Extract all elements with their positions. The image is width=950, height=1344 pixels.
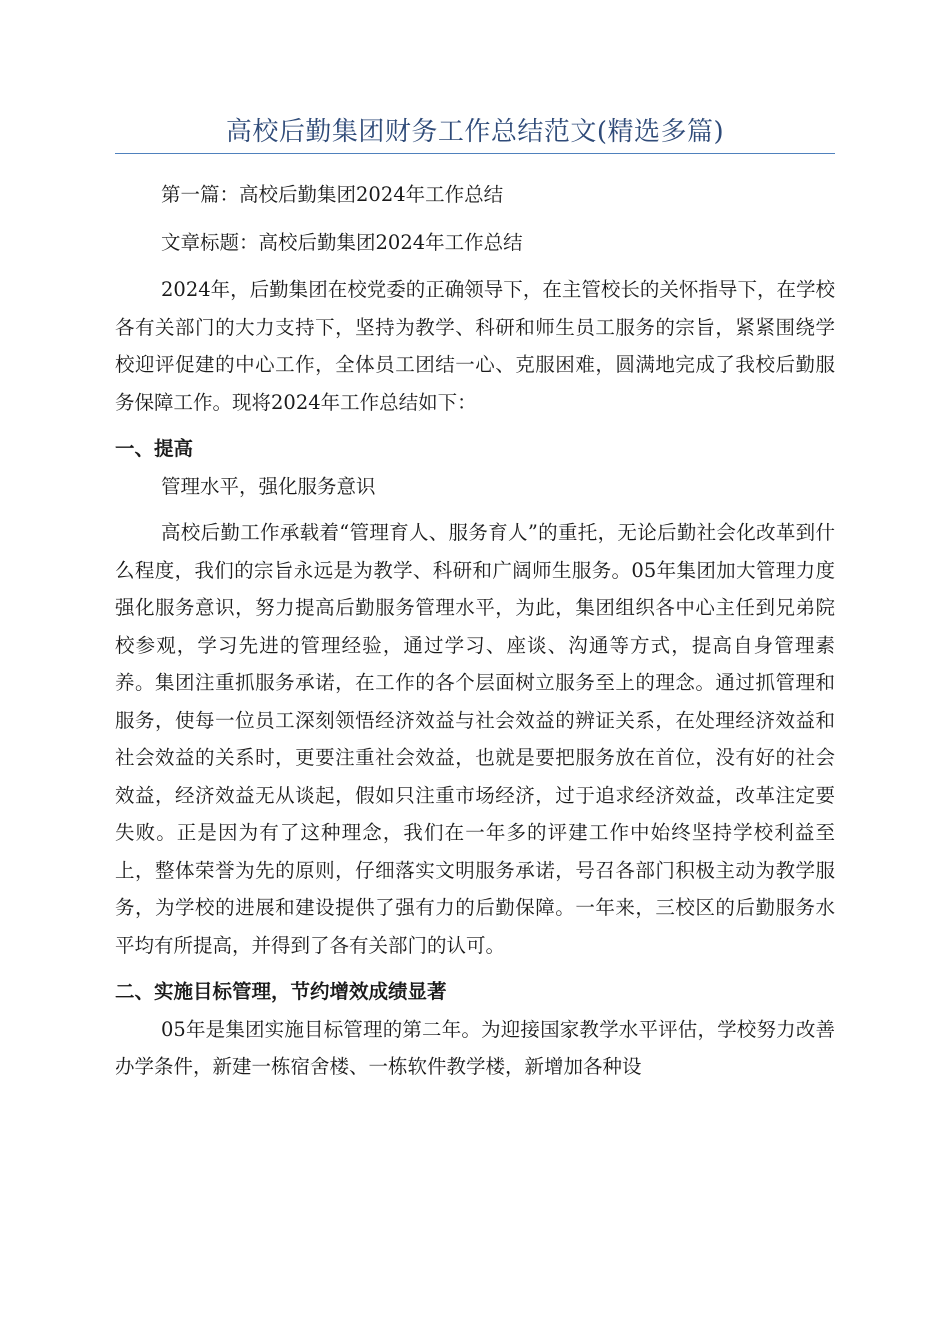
section-2-paragraph: 05年是集团实施目标管理的第二年。为迎接国家教学水平评估，学校努力改善办学条件，新建一栋宿舍楼、一栋软件教学楼，新增加各种设 <box>115 1017 835 1078</box>
section-heading-2: 二、实施目标管理，节约增效成绩显著 <box>115 980 447 1003</box>
document-title: 高校后勤集团财务工作总结范文(精选多篇) <box>225 117 725 147</box>
article-title-line: 文章标题：高校后勤集团2024年工作总结 <box>161 230 523 254</box>
intro-paragraph: 2024年，后勤集团在校党委的正确领导下，在主管校长的关怀指导下，在学校各有关部门的大力支持下，坚持为教学、科研和师生员工服务的宗旨，紧紧围绕学校迎评促建的中心工作，全体员工团结一心、克服困难，圆满地完成了我校后勤服务保障工作。现将2024年工作总结如下： <box>115 278 835 414</box>
section-heading-1: 一、提高 <box>115 437 194 460</box>
title-underline <box>115 153 835 154</box>
section-1-paragraph: 高校后勤工作承载着“管理育人、服务育人”的重托，无论后勤社会化改革到什么程度，我们的宗旨永远是为教学、科研和广阔师生服务。05年集团加大管理力度强化服务意识，努力提高后勤服务管理水平，为此，集团组织各中心主任到兄弟院校参观，学习先进的管理经验，通过学习、座谈、沟通等方式，提高自身管理素养。集团注重抓服务承诺，在工作的各个层面树立服务至上的理念。通过抓管理和服务，使每一位员工深刻领悟经济效益与社会效益的辨证关系，在处理经济效益和社会效益的关系时，更要注重社会效益，也就是要把服务放在首位，没有好的社会效益，经济效益无从谈起，假如只注重市场经济，过于追求经济效益，改革注定要失败。正是因为有了这种理念，我们在一年多的评建工作中始终坚持学校利益至上，整体荣誉为先的原则，仔细落实文明服务承诺，号召各部门积极主动为教学服务，为学校的进展和建设提供了强有力的后勤保障。一年来，三校区的后勤服务水平均有所提高，并得到了各有关部门的认可。 <box>115 521 835 957</box>
document-body <box>115 176 835 1086</box>
section-subtitle: 第一篇：高校后勤集团2024年工作总结 <box>161 183 504 206</box>
section-1-subheading: 管理水平，强化服务意识 <box>161 474 376 498</box>
